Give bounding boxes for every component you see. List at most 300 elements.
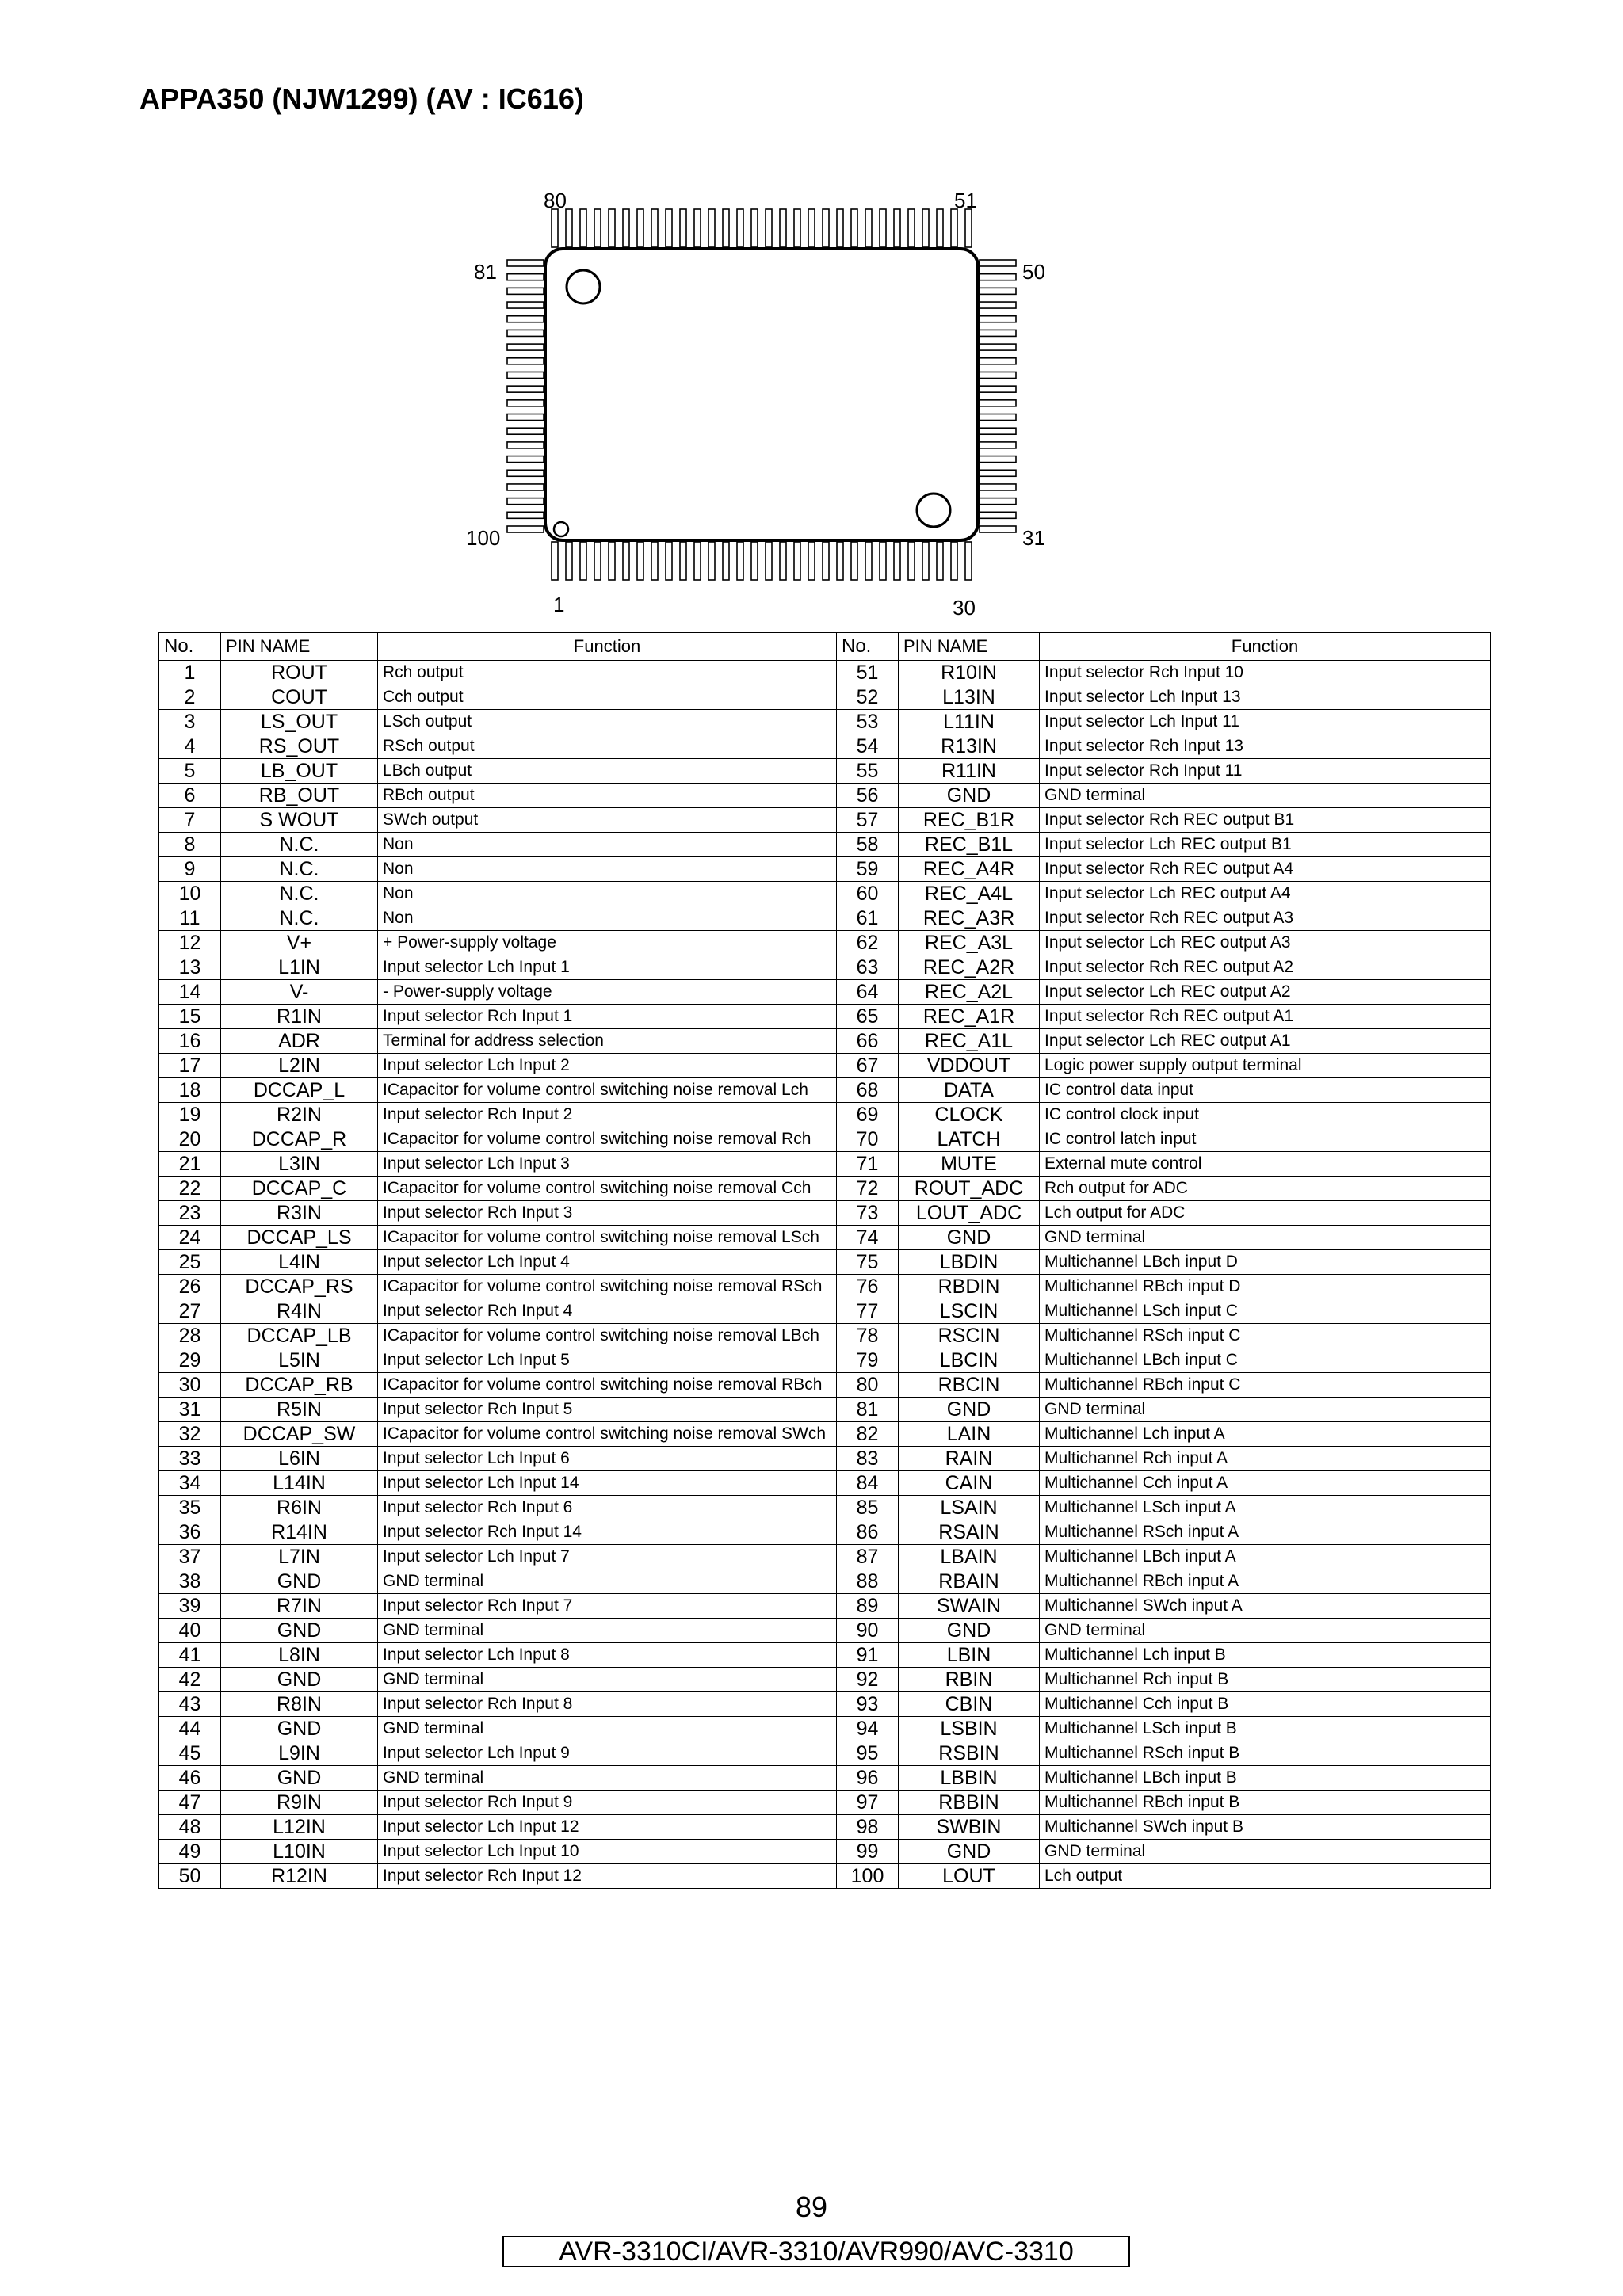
pin-name: R6IN [221,1496,378,1520]
pin-function: IC control data input [1040,1078,1491,1103]
pin-function: Input selector Rch REC output A2 [1040,955,1491,980]
pin-number: 77 [837,1299,899,1324]
header-no: No. [837,633,899,661]
pin-function: Multichannel SWch input B [1040,1815,1491,1840]
ic-pin [880,209,886,247]
table-row [159,1152,1491,1177]
pin-name: GND [899,784,1040,808]
ic-pin [980,456,1016,463]
pin-number: 25 [159,1250,221,1275]
pin-function: Input selector Rch REC output A3 [1040,906,1491,931]
pin-number: 99 [837,1840,899,1864]
ic-pin [980,386,1016,392]
pin-function: Multichannel LBch input B [1040,1766,1491,1791]
pin-function: GND terminal [1040,1840,1491,1864]
ic-pin [922,542,929,580]
pin-name: DCCAP_RB [221,1373,378,1398]
pin-function: GND terminal [378,1717,837,1741]
pin-number: 81 [837,1398,899,1422]
pin-name: GND [899,1619,1040,1643]
table-row [159,1569,1491,1594]
pin-number: 7 [159,808,221,833]
table-row [159,1692,1491,1717]
pin-function: GND terminal [1040,1619,1491,1643]
pin-function: Input selector Rch Input 7 [378,1594,837,1619]
pin-name: GND [221,1766,378,1791]
pin-function: Input selector Rch Input 11 [1040,759,1491,784]
ic-pin [680,209,686,247]
ic-pin [680,542,686,580]
pin-name: RBDIN [899,1275,1040,1299]
ic-pin [794,209,800,247]
ic-pin [794,542,800,580]
pin-name: L4IN [221,1250,378,1275]
pin-function: GND terminal [378,1668,837,1692]
pin-number: 26 [159,1275,221,1299]
table-row [159,1127,1491,1152]
pin-number: 82 [837,1422,899,1447]
pin-number: 24 [159,1226,221,1250]
pin-function: GND terminal [1040,1398,1491,1422]
pin-number: 40 [159,1619,221,1643]
header-no: No. [159,633,221,661]
pin-name: CBIN [899,1692,1040,1717]
pin-number: 5 [159,759,221,784]
pin-number: 9 [159,857,221,882]
pin-function: ICapacitor for volume control switching noise removal LSch [378,1226,837,1250]
pin-name: R5IN [221,1398,378,1422]
pin-number: 93 [837,1692,899,1717]
pin-label-1: 1 [553,593,565,616]
pin-name: VDDOUT [899,1054,1040,1078]
ic-pin [865,542,872,580]
pin-function: Non [378,833,837,857]
ic-pin [823,542,829,580]
pin-number: 61 [837,906,899,931]
ic-pin [708,542,715,580]
pin-number: 58 [837,833,899,857]
pin-function: Input selector Rch REC output A1 [1040,1005,1491,1029]
table-row [159,784,1491,808]
pin-function: Rch output for ADC [1040,1177,1491,1201]
pin-name: REC_B1L [899,833,1040,857]
pin-name: LAIN [899,1422,1040,1447]
pin-name: R7IN [221,1594,378,1619]
ic-pin [651,209,658,247]
pin-function: Input selector Lch REC output B1 [1040,833,1491,857]
pin-function: Input selector Rch Input 10 [1040,661,1491,685]
ic-pin [980,484,1016,490]
table-row [159,857,1491,882]
ic-pin [980,372,1016,378]
ic-pin [894,209,900,247]
pin-function: GND terminal [1040,784,1491,808]
pin-name: L3IN [221,1152,378,1177]
pin-name: CAIN [899,1471,1040,1496]
table-row [159,1078,1491,1103]
ic-pin [851,542,857,580]
pin-name: R2IN [221,1103,378,1127]
pin-name: RBIN [899,1668,1040,1692]
header-pin-name: PIN NAME [899,633,1040,661]
pin-function: ICapacitor for volume control switching noise removal RBch [378,1373,837,1398]
pin-name: RBBIN [899,1791,1040,1815]
pin-name: DCCAP_LB [221,1324,378,1348]
table-row [159,1668,1491,1692]
pin-name: L13IN [899,685,1040,710]
ic-pin [980,442,1016,448]
pin-number: 39 [159,1594,221,1619]
table-row [159,710,1491,734]
table-row [159,1447,1491,1471]
pin-name: ADR [221,1029,378,1054]
ic-pin [980,260,1016,266]
table-row [159,734,1491,759]
pin-function: Non [378,857,837,882]
ic-pin [507,414,544,421]
pin-number: 8 [159,833,221,857]
ic-pin [980,498,1016,505]
table-row [159,980,1491,1005]
ic-pin [751,542,758,580]
pin-function: Multichannel SWch input A [1040,1594,1491,1619]
ic-pin [766,542,772,580]
pin-function: Input selector Lch Input 7 [378,1545,837,1569]
pin-function: Input selector Lch Input 10 [378,1840,837,1864]
pin-function: Cch output [378,685,837,710]
pin-function: RSch output [378,734,837,759]
table-row [159,1594,1491,1619]
pin-name: RAIN [899,1447,1040,1471]
table-row [159,955,1491,980]
pin-number: 76 [837,1275,899,1299]
pin-number: 32 [159,1422,221,1447]
pin-number: 47 [159,1791,221,1815]
pin-function: LSch output [378,710,837,734]
table-row [159,1054,1491,1078]
pin-name: L8IN [221,1643,378,1668]
pin-number: 90 [837,1619,899,1643]
pin-function: Terminal for address selection [378,1029,837,1054]
pin-function: Input selector Lch Input 9 [378,1741,837,1766]
pin-function: Multichannel LBch input C [1040,1348,1491,1373]
pin-name: REC_A3L [899,931,1040,955]
pin-name: DCCAP_L [221,1078,378,1103]
left-pin-row [507,260,544,532]
pin-function: GND terminal [1040,1226,1491,1250]
table-row [159,1815,1491,1840]
pin-name: S WOUT [221,808,378,833]
ic-pin [880,542,886,580]
pin-name: N.C. [221,906,378,931]
pin-number: 62 [837,931,899,955]
table-row [159,1422,1491,1447]
pin-number: 19 [159,1103,221,1127]
table-row [159,1348,1491,1373]
ic-pin [894,542,900,580]
pin-number: 34 [159,1471,221,1496]
pin-name: GND [899,1226,1040,1250]
pin-name: LSAIN [899,1496,1040,1520]
pin-number: 71 [837,1152,899,1177]
pin-name: R10IN [899,661,1040,685]
table-row [159,1250,1491,1275]
pin-name: L1IN [221,955,378,980]
table-row [159,833,1491,857]
pin-number: 73 [837,1201,899,1226]
ic-pin [507,358,544,364]
pin-function: Input selector Rch Input 1 [378,1005,837,1029]
pin-name: DCCAP_R [221,1127,378,1152]
table-row [159,1864,1491,1889]
ic-pin [580,542,586,580]
ic-pin [623,542,629,580]
table-row [159,1201,1491,1226]
pin-function: Input selector Lch Input 6 [378,1447,837,1471]
ic-pin [851,209,857,247]
pin-function: Multichannel Rch input B [1040,1668,1491,1692]
bottom-pin-row [552,542,972,580]
pin-name: SWBIN [899,1815,1040,1840]
ic-pin [980,358,1016,364]
ic-body [545,249,978,540]
pin-name: L6IN [221,1447,378,1471]
pin-name: R14IN [221,1520,378,1545]
pin-function: ICapacitor for volume control switching noise removal Lch [378,1078,837,1103]
pin-name: R1IN [221,1005,378,1029]
pin-name: GND [221,1569,378,1594]
ic-pin [965,209,972,247]
pin-function: Non [378,882,837,906]
pin-function: Input selector Rch Input 3 [378,1201,837,1226]
pin-number: 45 [159,1741,221,1766]
ic-pin [507,386,544,392]
pin-function: Multichannel Cch input A [1040,1471,1491,1496]
pin-number: 46 [159,1766,221,1791]
table-row [159,661,1491,685]
ic-pin [507,302,544,308]
table-row [159,1471,1491,1496]
pin-number: 64 [837,980,899,1005]
ic-pin [594,542,601,580]
table-row [159,1373,1491,1398]
pin-number: 66 [837,1029,899,1054]
pin-name: V+ [221,931,378,955]
pin-name: LB_OUT [221,759,378,784]
pin-name: L14IN [221,1471,378,1496]
ic-pin [507,512,544,518]
ic-pin [609,209,615,247]
pin-function: LBch output [378,759,837,784]
pin-number: 84 [837,1471,899,1496]
pin-function: ICapacitor for volume control switching noise removal Cch [378,1177,837,1201]
pin-function: Multichannel RBch input B [1040,1791,1491,1815]
ic-pin [694,542,701,580]
pin-name: GND [899,1398,1040,1422]
pin-name: REC_A1R [899,1005,1040,1029]
pin-number: 86 [837,1520,899,1545]
pin-function: Input selector Lch Input 12 [378,1815,837,1840]
pin-name: L12IN [221,1815,378,1840]
pin-number: 57 [837,808,899,833]
pin-name: RBCIN [899,1373,1040,1398]
pin-function: Multichannel RSch input A [1040,1520,1491,1545]
pin-name: COUT [221,685,378,710]
pin-function: Multichannel LSch input B [1040,1717,1491,1741]
ic-pin [580,209,586,247]
pin-function: Multichannel RBch input C [1040,1373,1491,1398]
right-pin-row [980,260,1016,532]
table-row [159,1791,1491,1815]
pin-function: Multichannel Rch input A [1040,1447,1491,1471]
table-row [159,1520,1491,1545]
pin-name: LSBIN [899,1717,1040,1741]
pin-number: 70 [837,1127,899,1152]
pin-label-100: 100 [466,526,501,550]
pin-name: RSAIN [899,1520,1040,1545]
table-row [159,1029,1491,1054]
pin-number: 36 [159,1520,221,1545]
pin-function: Multichannel Lch input A [1040,1422,1491,1447]
pin-number: 56 [837,784,899,808]
pin-number: 55 [837,759,899,784]
ic-pin [737,542,743,580]
ic-pin [507,526,544,532]
pin-number: 31 [159,1398,221,1422]
pin-number: 79 [837,1348,899,1373]
pin-number: 97 [837,1791,899,1815]
pin-name: LBAIN [899,1545,1040,1569]
pin-function: RBch output [378,784,837,808]
pin-name: L5IN [221,1348,378,1373]
ic-pin [951,209,957,247]
pin-function: Multichannel RBch input A [1040,1569,1491,1594]
pin-number: 59 [837,857,899,882]
pin-number: 1 [159,661,221,685]
pin-function: Input selector Rch Input 12 [378,1864,837,1889]
pin-table [158,632,1491,1889]
pin-name: LOUT [899,1864,1040,1889]
pin-number: 18 [159,1078,221,1103]
pin-name: L9IN [221,1741,378,1766]
pin-function: Multichannel Lch input B [1040,1643,1491,1668]
pin-function: Input selector Lch REC output A1 [1040,1029,1491,1054]
pin-number: 20 [159,1127,221,1152]
pin-function: Non [378,906,837,931]
pin-number: 27 [159,1299,221,1324]
pin-name: REC_A4L [899,882,1040,906]
pin-number: 74 [837,1226,899,1250]
pin-number: 33 [159,1447,221,1471]
pin-function: Input selector Lch REC output A2 [1040,980,1491,1005]
pin-name: GND [221,1717,378,1741]
pin-name: REC_B1R [899,808,1040,833]
pin-name: DCCAP_RS [221,1275,378,1299]
ic-pin [766,209,772,247]
pin-function: + Power-supply voltage [378,931,837,955]
pin-number: 87 [837,1545,899,1569]
ic-pin [980,400,1016,406]
pin-name: LS_OUT [221,710,378,734]
pin-function: Multichannel LSch input C [1040,1299,1491,1324]
pin-name: R12IN [221,1864,378,1889]
table-row [159,906,1491,931]
pin-name: RBAIN [899,1569,1040,1594]
pin-function: Multichannel RSch input C [1040,1324,1491,1348]
pin-function: ICapacitor for volume control switching noise removal LBch [378,1324,837,1348]
pin-function: Input selector Rch Input 5 [378,1398,837,1422]
pin-name: R13IN [899,734,1040,759]
table-row [159,931,1491,955]
pin-number: 2 [159,685,221,710]
table-row [159,1496,1491,1520]
pin-number: 63 [837,955,899,980]
table-row [159,685,1491,710]
pin-number: 91 [837,1643,899,1668]
pin-name: RSCIN [899,1324,1040,1348]
pin-function: Input selector Lch Input 8 [378,1643,837,1668]
pin-function: Input selector Rch Input 8 [378,1692,837,1717]
pin-function: Multichannel LBch input D [1040,1250,1491,1275]
table-row [159,1324,1491,1348]
pin-number: 13 [159,955,221,980]
table-row [159,1398,1491,1422]
table-row [159,759,1491,784]
pin-number: 69 [837,1103,899,1127]
pin-name: LSCIN [899,1299,1040,1324]
pin-function: Lch output for ADC [1040,1201,1491,1226]
table-row [159,1005,1491,1029]
ic-pin [908,209,915,247]
pin-number: 53 [837,710,899,734]
ic-pin [666,209,672,247]
table-row [159,1226,1491,1250]
ic-pin [965,542,972,580]
pin-number: 38 [159,1569,221,1594]
pin-number: 22 [159,1177,221,1201]
pin-name: R8IN [221,1692,378,1717]
table-row [159,1177,1491,1201]
table-header-row [159,633,1491,661]
pin-number: 85 [837,1496,899,1520]
pin-name: LBCIN [899,1348,1040,1373]
pin-function: Lch output [1040,1864,1491,1889]
pin-number: 28 [159,1324,221,1348]
pin-number: 52 [837,685,899,710]
ic-pin [837,209,843,247]
ic-pin [737,209,743,247]
pin-function: - Power-supply voltage [378,980,837,1005]
pin-number: 80 [837,1373,899,1398]
pin-name: R3IN [221,1201,378,1226]
pin-number: 3 [159,710,221,734]
pin-function: Multichannel LSch input A [1040,1496,1491,1520]
ic-pin [552,542,558,580]
ic-pin [637,209,643,247]
ic-pin [507,442,544,448]
table-row [159,1766,1491,1791]
pin-number: 78 [837,1324,899,1348]
pin-name: L10IN [221,1840,378,1864]
pin-number: 50 [159,1864,221,1889]
table-row [159,882,1491,906]
ic-package-diagram [0,0,1623,634]
ic-pin [507,330,544,336]
pin-name: L2IN [221,1054,378,1078]
pin-name: N.C. [221,882,378,906]
ic-pin [566,542,572,580]
pin-label-81: 81 [474,260,497,284]
